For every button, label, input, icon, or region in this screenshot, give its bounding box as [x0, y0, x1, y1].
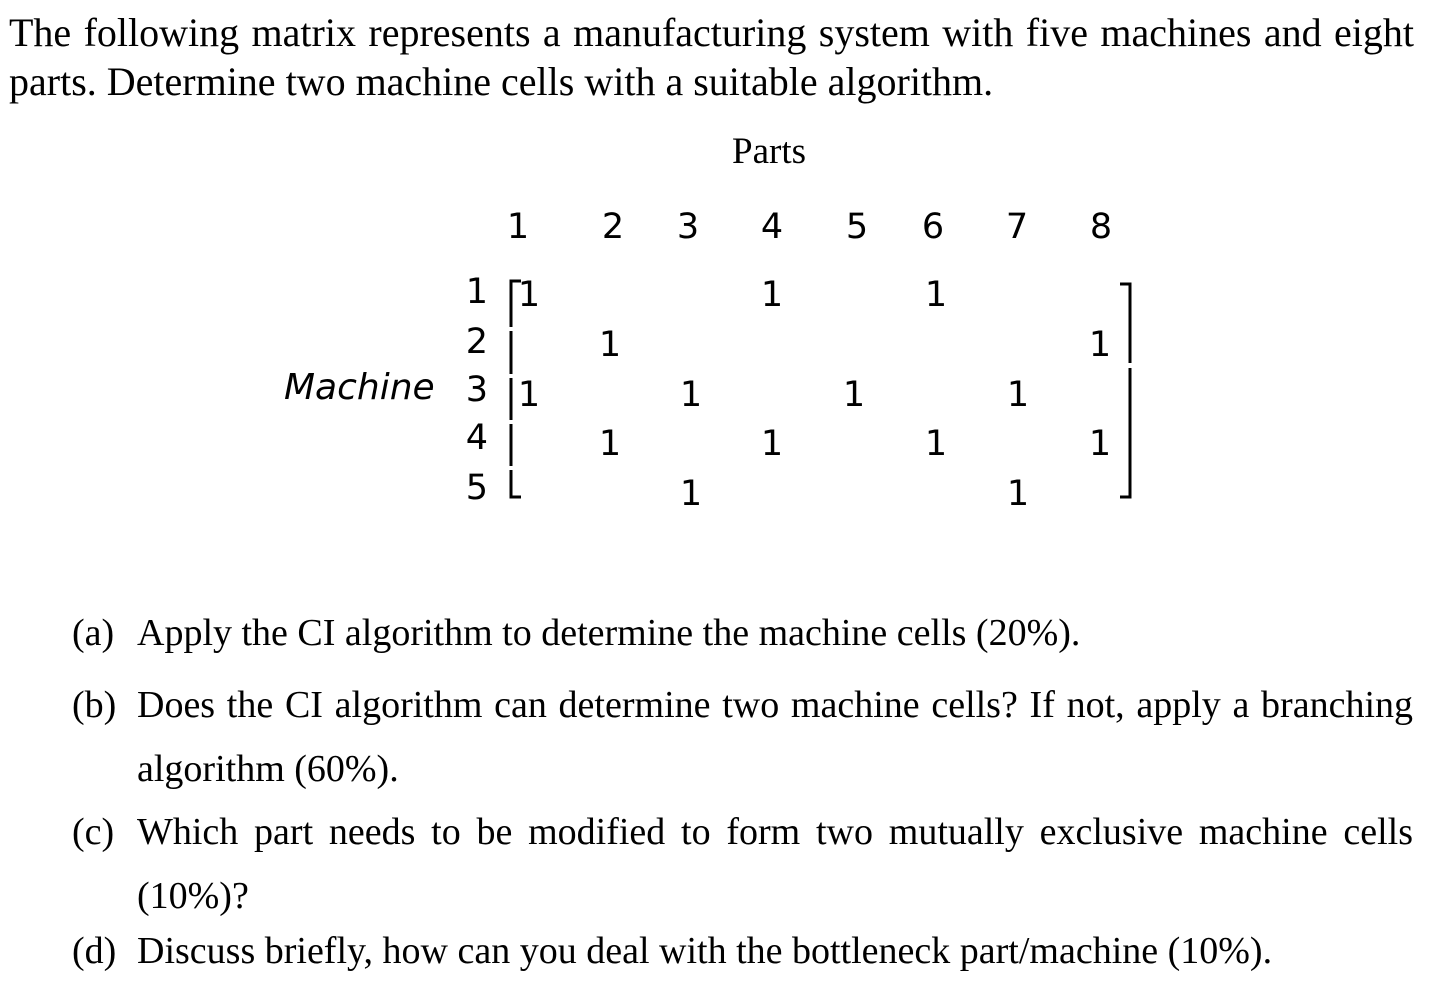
- question-label: (a): [72, 612, 115, 654]
- matrix-cell: 1: [1088, 325, 1112, 365]
- part-number: 3: [676, 207, 700, 247]
- question-d: [72, 928, 1414, 974]
- matrix-cell: 1: [760, 424, 784, 464]
- matrix-cell: 1: [598, 325, 622, 365]
- part-number: 8: [1089, 207, 1113, 247]
- machine-number: 3: [465, 370, 488, 410]
- machine-number: 1: [465, 272, 488, 312]
- question-b: [72, 673, 1414, 790]
- part-number: 1: [506, 207, 530, 247]
- part-number: 2: [601, 207, 625, 247]
- part-number: 5: [845, 207, 869, 247]
- matrix-cell: 1: [760, 275, 784, 315]
- machine-number: 2: [465, 322, 488, 362]
- question-label: (b): [72, 684, 117, 726]
- matrix-cell: 1: [598, 424, 622, 464]
- part-number: 4: [760, 207, 784, 247]
- question-text: Apply the CI algorithm to determine the machine cells (20%).: [137, 612, 1081, 654]
- part-number: 6: [921, 207, 945, 247]
- question-text: Discuss briefly, how can you deal with the bottleneck part/machine (10%).: [137, 930, 1273, 972]
- question-label: (d): [72, 930, 117, 972]
- matrix-cell: 1: [1006, 375, 1030, 415]
- question-c: [72, 800, 1414, 917]
- matrix-cell: 1: [1088, 424, 1112, 464]
- matrix-cell: 1: [924, 275, 948, 315]
- question-text: Does the CI algorithm can determine two machine cells? If not, apply a branching algorithm (60%).: [137, 684, 1413, 790]
- matrix-cell: 1: [679, 375, 703, 415]
- matrix-cell: 1: [517, 275, 541, 315]
- matrix-cell: 1: [924, 424, 948, 464]
- question-text: Which part needs to be modified to form two mutually exclusive machine cells (10%)?: [137, 811, 1413, 917]
- matrix-cell: 1: [679, 474, 703, 514]
- parts-axis-label: Parts: [732, 131, 806, 172]
- part-number: 7: [1005, 207, 1029, 247]
- machine-number: 4: [465, 418, 488, 458]
- question-label: (c): [72, 811, 115, 853]
- matrix-cell: 1: [1006, 474, 1030, 514]
- question-a: [72, 610, 1414, 656]
- machine-number: 5: [465, 468, 488, 508]
- matrix-cell: 1: [517, 375, 541, 415]
- problem-statement: The following matrix represents a manufacturing system with five machines and eight parts. Determine two machine cells with a suitable algorithm.: [9, 10, 1414, 104]
- matrix-cell: 1: [842, 375, 866, 415]
- machine-axis-label: Machine: [284, 367, 435, 408]
